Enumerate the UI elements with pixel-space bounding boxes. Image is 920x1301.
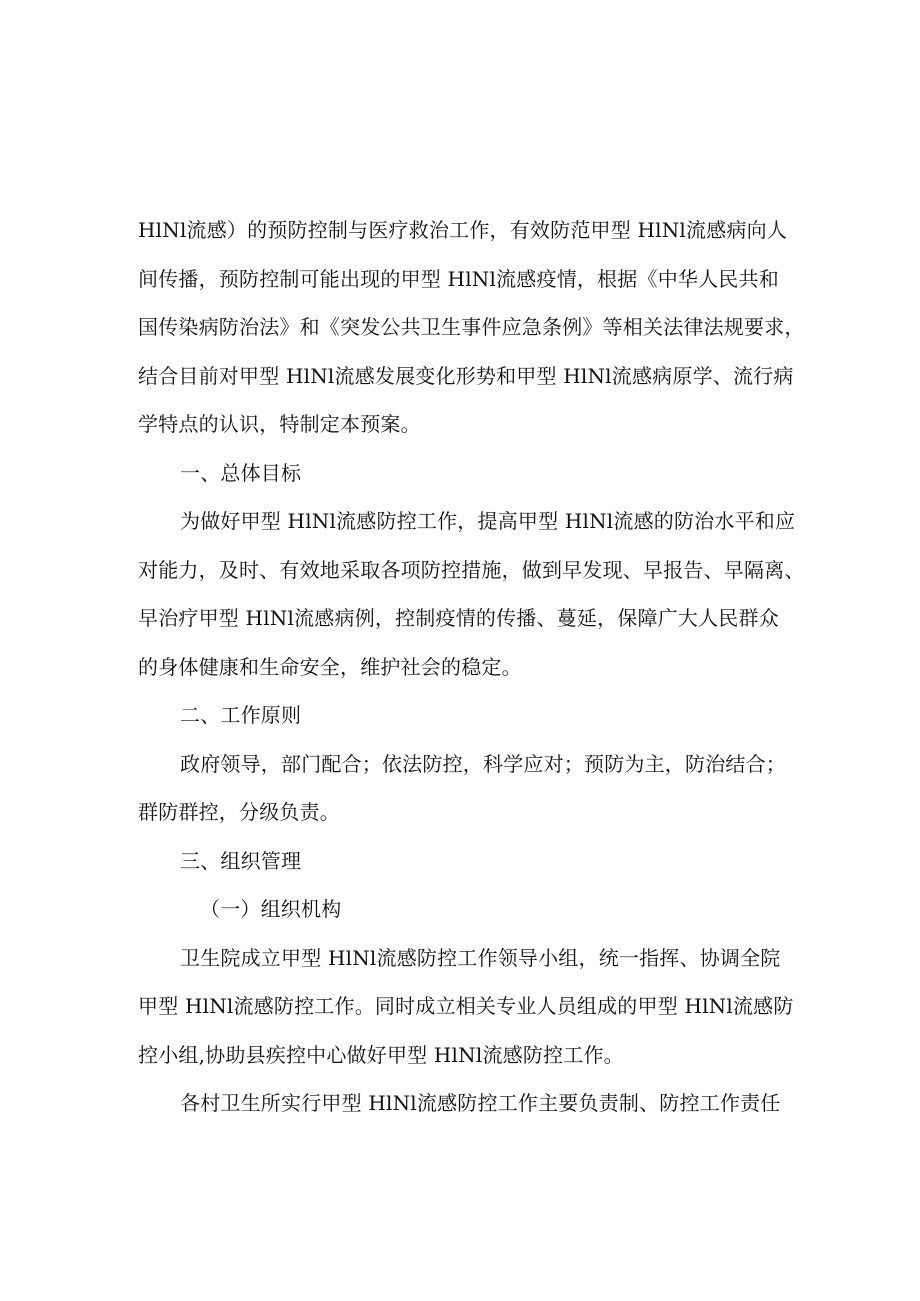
paragraph-line: 早治疗甲型 HlNl流感病例，控制疫情的传播、蔓延，保障广大人民群众 (138, 606, 779, 630)
paragraph-line: 群防群控，分级负责。 (138, 800, 340, 824)
paragraph-line: 各村卫生所实行甲型 HlNl流感防控工作主要负责制、防控工作责任 (180, 1091, 781, 1115)
paragraph-line: 对能力，及时、有效地采取各项防控措施，做到早发现、早报告、早隔离、 (138, 557, 805, 582)
paragraph-line: 间传播，预防控制可能出现的甲型 HlNl流感疫情，根据《中华人民共和 (138, 266, 779, 291)
paragraph-line: 为做好甲型 HlNl流感防控工作，提高甲型 HlNl流感的防治水平和应 (180, 509, 796, 533)
section-heading-overall-goals: 一、总体目标 (180, 460, 302, 485)
paragraph-line: 控小组,协助县疾控中心做好甲型 HlNl流感防控工作。 (138, 1042, 624, 1067)
paragraph-line: 政府领导，部门配合；依法防控，科学应对；预防为主，防治结合； (180, 751, 786, 776)
document-body (138, 206, 805, 1128)
paragraph-line: 学特点的认识，特制定本预案。 (138, 412, 421, 436)
paragraph-line: 卫生院成立甲型 HlNl流感防控工作领导小组，统一指挥、协调全院 (180, 945, 781, 970)
paragraph-line: 国传染病防治法》和《突发公共卫生事件应急条例》等相关法律法规要求， (138, 315, 805, 339)
paragraph-line: 的身体健康和生命安全，维护社会的稳定。 (138, 654, 522, 679)
paragraph-line: 甲型 HlNl流感防控工作。同时成立相关专业人员组成的甲型 HlNl流感防 (138, 994, 794, 1018)
section-heading-organization-management: 三、组织管理 (180, 848, 302, 873)
subsection-heading-organization: （一）组织机构 (200, 897, 342, 921)
section-heading-work-principles: 二、工作原则 (180, 703, 302, 727)
paragraph-line: 结合目前对甲型 HlNl流感发展变化形势和甲型 HlNl流感病原学、流行病 (138, 363, 794, 388)
paragraph-line: HlNl流感）的预防控制与医疗救治工作，有效防范甲型 HlNl流感病向人 (138, 218, 788, 242)
